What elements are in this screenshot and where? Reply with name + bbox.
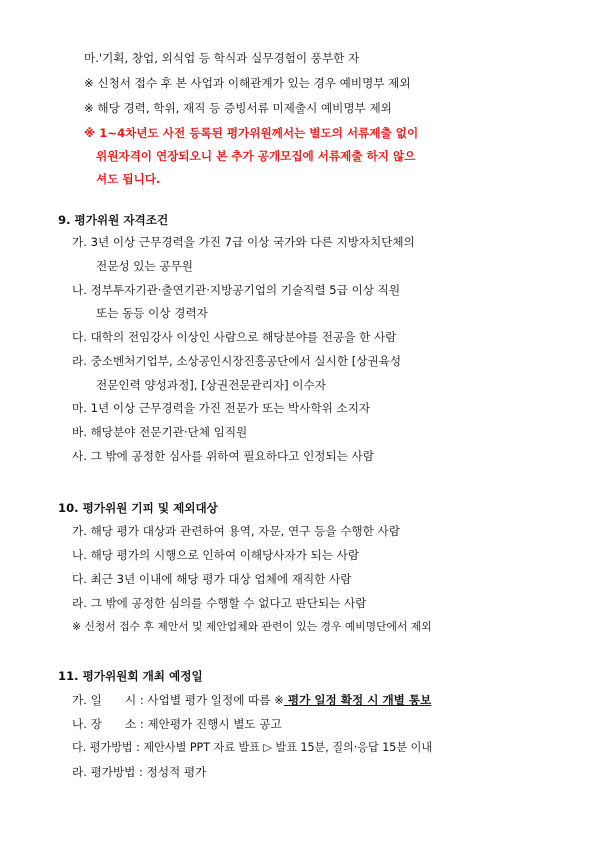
s9-item-ra: 라. 중소벤처기업부, 소상공인시장진흥공단에서 실시한 [상권육성 [72,354,402,368]
s10-item-na: 나. 해당 평가의 시행으로 인하여 이해당사자가 되는 사람 [72,548,360,562]
criteria-ma: 마.'기획, 창업, 외식업 등 학식과 실무경험이 풍부한 자 [84,51,360,65]
s11-item-ra: 라. 평가방법 : 정성적 평가 [72,765,207,779]
s10-item-ra: 라. 그 밖에 공정한 심의를 수행할 수 없다고 판단되는 사람 [72,596,367,610]
s9-item-na: 나. 정부투자기관·출연기관·지방공기업의 기술직렬 5급 이상 직원 [72,283,401,297]
s9-item-da: 다. 대학의 전임강사 이상인 사람으로 해당분야를 전공을 한 사람 [72,330,397,344]
s9-item-ra-cont: 전문인력 양성과정], [상권전문관리자] 이수자 [96,378,326,392]
s9-item-ba: 바. 해당분야 전문기관·단체 임직원 [72,425,248,439]
s9-item-ga-cont: 전문성 있는 공무원 [96,259,193,273]
note-documents: ※ 해당 경력, 학위, 재직 등 증빙서류 미제출시 예비명부 제외 [84,101,392,115]
s11-item-ga-emphasis: 평가 일정 확정 시 개별 통보 [283,693,432,707]
note-conflict: ※ 신청서 접수 후 본 사업과 이해관계가 있는 경우 예비명부 제외 [84,76,411,90]
s11-item-na: 나. 장 소 : 제안평가 진행시 별도 공고 [72,717,282,731]
s10-note: ※ 신청서 접수 후 제안서 및 제안업체와 관련이 있는 경우 예비명단에서 제외 [72,620,432,633]
section-9-title: 9. 평가위원 자격조건 [58,213,169,227]
s11-item-ga-label: 가. 일 시 : 사업별 평가 일정에 따름 ※ [72,693,284,707]
s9-item-ga: 가. 3년 이상 근무경력을 가진 7급 이상 국가와 다른 지방자치단체의 [72,235,415,249]
s9-item-ma: 마. 1년 이상 근무경력을 가진 전문가 또는 박사학위 소지자 [72,401,371,415]
section-10-title: 10. 평가위원 기피 및 제외대상 [58,501,218,515]
s9-item-na-cont: 또는 동등 이상 경력자 [96,306,208,320]
notice-red-line-3: 셔도 됩니다. [96,172,161,186]
notice-red-line-1: ※ 1~4차년도 사전 등록된 평가위원께서는 별도의 서류제출 없이 [84,126,419,140]
s9-item-sa: 사. 그 밖에 공정한 심사를 위하여 필요하다고 인정되는 사람 [72,449,374,463]
s11-item-ga [72,692,431,708]
s10-item-ga: 가. 해당 평가 대상과 관련하여 용역, 자문, 연구 등을 수행한 사람 [72,524,400,538]
section-11-title: 11. 평가위원회 개최 예정일 [58,669,203,683]
s10-item-da: 다. 최근 3년 이내에 해당 평가 대상 업체에 재직한 사람 [72,572,352,586]
s11-item-da: 다. 평가방법 : 제안사별 PPT 자료 발표 ▷ 발표 15분, 질의·응답 15분 이내 [72,741,433,754]
notice-red-line-2: 위원자격이 연장되오니 본 추가 공개모집에 서류제출 하지 않으 [96,149,416,163]
